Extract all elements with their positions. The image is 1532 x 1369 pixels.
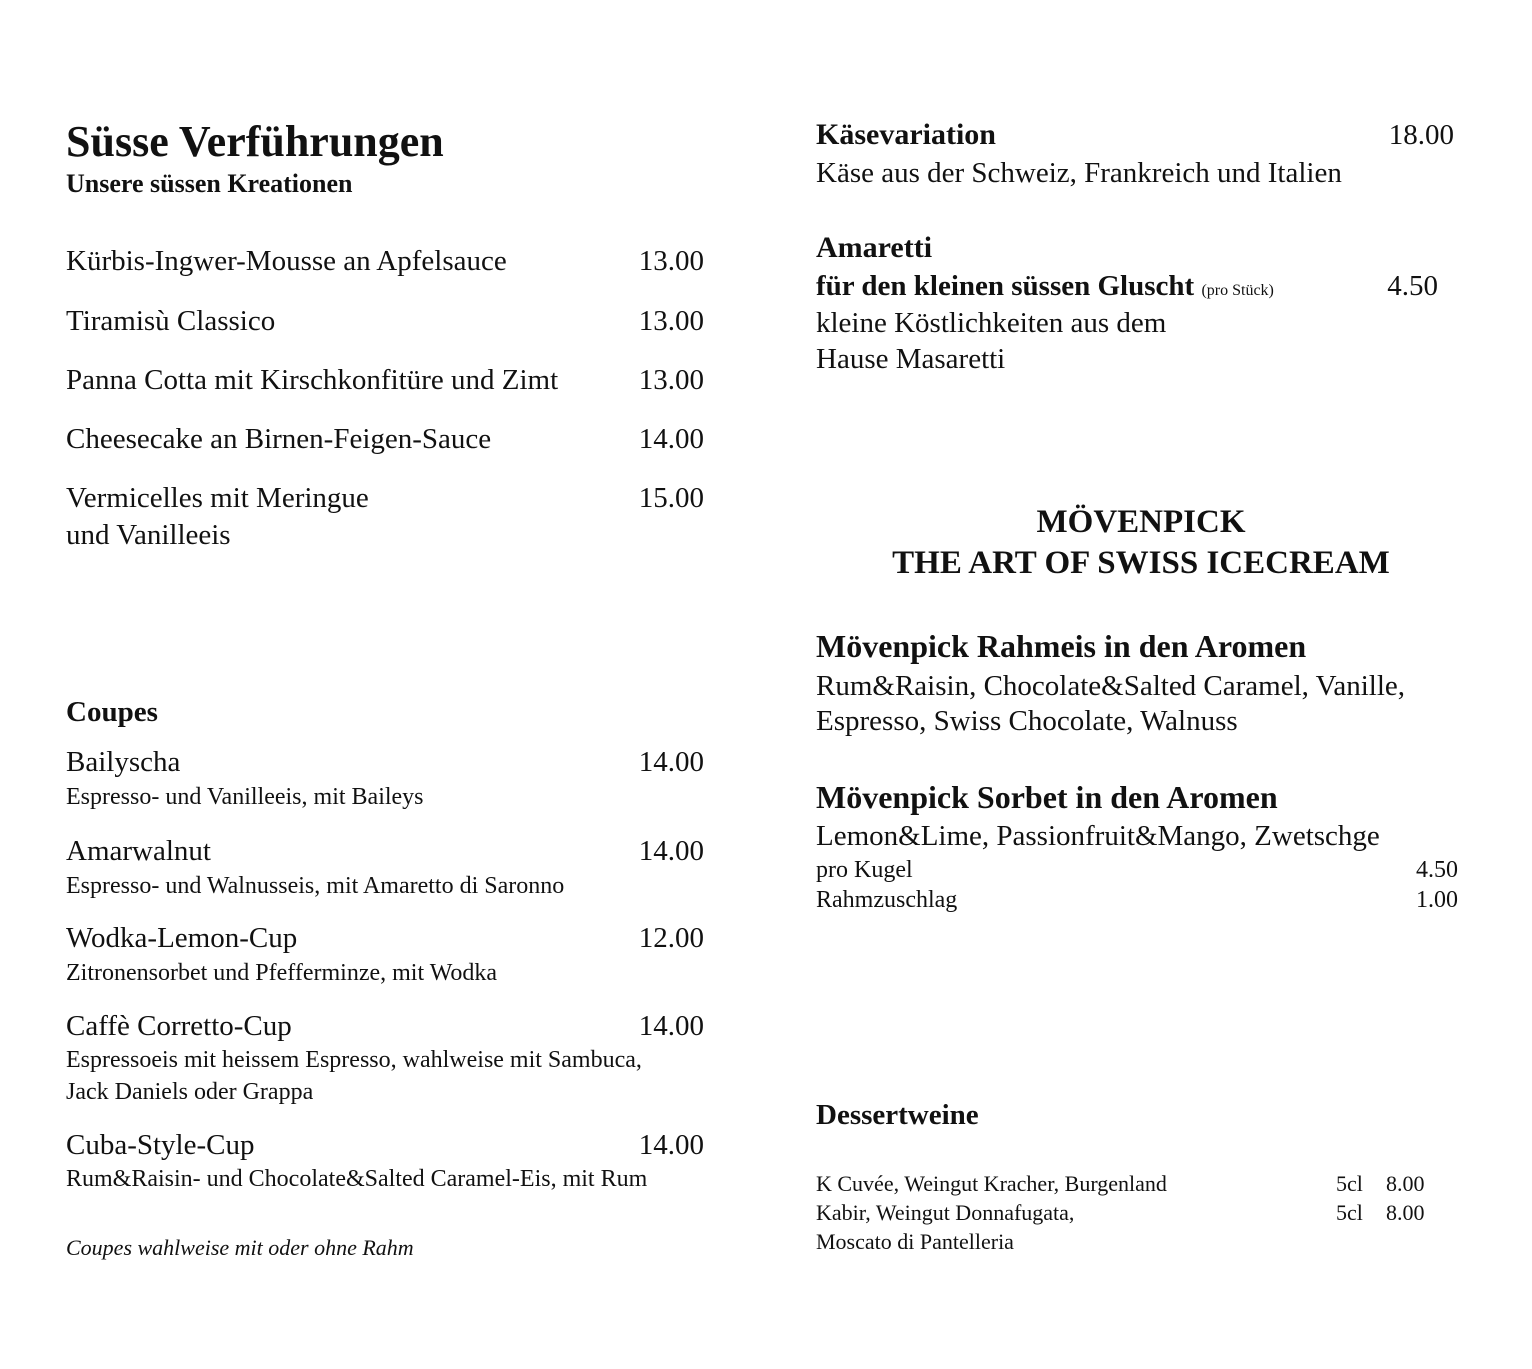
coupe-price: 12.00 bbox=[638, 922, 704, 954]
coupe-description: Espressoeis mit heissem Espresso, wahlweise mit Sambuca, bbox=[66, 1047, 642, 1073]
kaese-description: Käse aus der Schweiz, Frankreich und Italien bbox=[816, 157, 1342, 189]
coupe-price: 14.00 bbox=[638, 1129, 704, 1161]
rahmeis-flavors: Rum&Raisin, Chocolate&Salted Caramel, Vanille, bbox=[816, 670, 1406, 702]
wine-size: 5cl bbox=[1336, 1200, 1363, 1225]
rahmeis-flavors-line2: Espresso, Swiss Chocolate, Walnuss bbox=[816, 705, 1238, 737]
kaese-name: Käsevariation bbox=[816, 118, 996, 151]
dessert-price: 13.00 bbox=[638, 245, 704, 277]
rahmeis-title: Mövenpick Rahmeis in den Aromen bbox=[816, 628, 1307, 664]
coupe-description-line2: Jack Daniels oder Grappa bbox=[66, 1079, 314, 1105]
sorbet-title: Mövenpick Sorbet in den Aromen bbox=[816, 779, 1278, 815]
coupe-name: Cuba-Style-Cup bbox=[66, 1129, 255, 1161]
coupe-price: 14.00 bbox=[638, 746, 704, 778]
price-value: 4.50 bbox=[1416, 857, 1458, 883]
page-title: Süsse Verführungen bbox=[66, 117, 444, 166]
wine-price: 8.00 bbox=[1386, 1200, 1425, 1225]
price-value: 1.00 bbox=[1416, 887, 1458, 913]
wine-name-line2: Moscato di Pantelleria bbox=[816, 1229, 1014, 1254]
wine-name: K Cuvée, Weingut Kracher, Burgenland bbox=[816, 1171, 1167, 1196]
dessert-price: 15.00 bbox=[638, 482, 704, 514]
price-label: Rahmzuschlag bbox=[816, 887, 958, 913]
amaretti-description-line2: Hause Masaretti bbox=[816, 343, 1006, 375]
amaretti-subtitle-text: für den kleinen süssen Gluscht bbox=[816, 270, 1195, 302]
dessert-name-line2: und Vanilleeis bbox=[66, 519, 231, 551]
coupe-price: 14.00 bbox=[638, 835, 704, 867]
kaese-price: 18.00 bbox=[1388, 119, 1454, 151]
coupe-name: Wodka-Lemon-Cup bbox=[66, 922, 298, 954]
coupe-description: Zitronensorbet und Pfefferminze, mit Wodka bbox=[66, 960, 498, 986]
coupe-description: Espresso- und Vanilleeis, mit Baileys bbox=[66, 784, 424, 810]
coupe-description: Rum&Raisin- und Chocolate&Salted Caramel-Eis, mit Rum bbox=[66, 1166, 648, 1192]
dessertweine-heading: Dessertweine bbox=[816, 1099, 979, 1131]
coupe-price: 14.00 bbox=[638, 1010, 704, 1042]
wine-size: 5cl bbox=[1336, 1171, 1363, 1196]
price-label: pro Kugel bbox=[816, 857, 913, 883]
coupe-name: Caffè Corretto-Cup bbox=[66, 1010, 292, 1042]
coupe-name: Amarwalnut bbox=[66, 835, 211, 867]
sorbet-flavors: Lemon&Lime, Passionfruit&Mango, Zwetschge bbox=[816, 820, 1380, 852]
coupes-heading: Coupes bbox=[66, 696, 158, 728]
amaretti-price: 4.50 bbox=[1387, 270, 1438, 302]
coupe-description: Espresso- und Walnusseis, mit Amaretto di Saronno bbox=[66, 873, 565, 899]
dessert-price: 13.00 bbox=[638, 364, 704, 396]
moevenpick-tagline: THE ART OF SWISS ICECREAM bbox=[892, 545, 1390, 581]
dessert-price: 14.00 bbox=[638, 423, 704, 455]
wine-name: Kabir, Weingut Donnafugata, bbox=[816, 1200, 1075, 1225]
dessert-name: Kürbis-Ingwer-Mousse an Apfelsauce bbox=[66, 245, 507, 277]
wine-price: 8.00 bbox=[1386, 1171, 1425, 1196]
dessert-name: Panna Cotta mit Kirschkonfitüre und Zimt bbox=[66, 364, 559, 396]
dessert-price: 13.00 bbox=[638, 305, 704, 337]
page-subtitle: Unsere süssen Kreationen bbox=[66, 169, 353, 198]
dessert-name: Cheesecake an Birnen-Feigen-Sauce bbox=[66, 423, 492, 455]
amaretti-description: kleine Köstlichkeiten aus dem bbox=[816, 307, 1167, 339]
moevenpick-heading: MÖVENPICK bbox=[1036, 504, 1246, 540]
amaretti-subtitle bbox=[816, 270, 1274, 303]
amaretti-name: Amaretti bbox=[816, 231, 933, 264]
dessert-name: Vermicelles mit Meringue bbox=[66, 482, 369, 514]
dessert-name: Tiramisù Classico bbox=[66, 305, 276, 337]
amaretti-unit: (pro Stück) bbox=[1201, 282, 1274, 299]
coupes-note: Coupes wahlweise mit oder ohne Rahm bbox=[66, 1235, 414, 1260]
coupe-name: Bailyscha bbox=[66, 746, 181, 778]
